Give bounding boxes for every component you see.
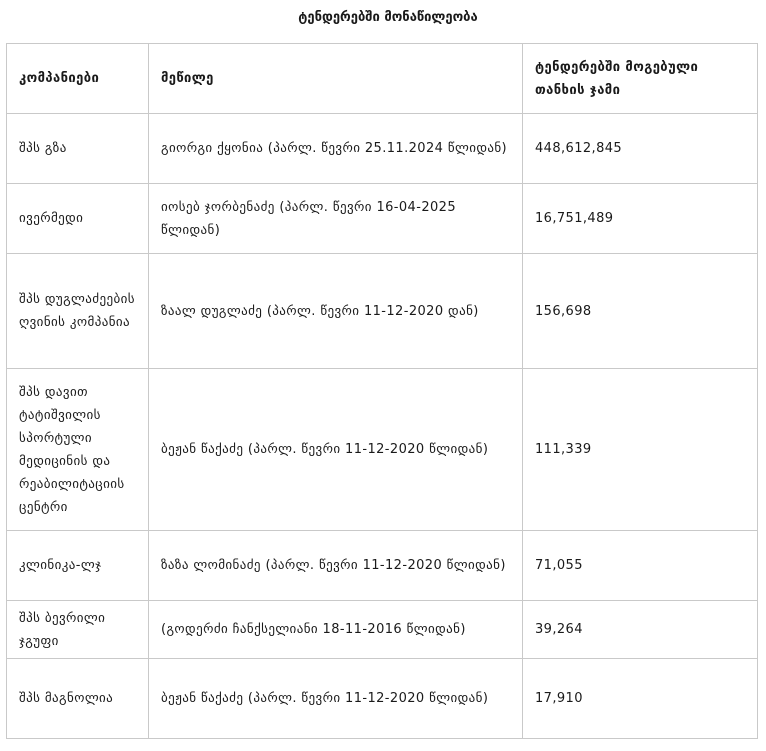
- tenders-table: [6, 43, 758, 739]
- company-cell: შპს დავით ტატიშვილის სპორტული მედიცინის და რეაბილიტაციის ცენტრი: [7, 369, 149, 531]
- table-row: [7, 659, 758, 739]
- table-row: [7, 601, 758, 659]
- company-cell: შპს გზა: [7, 114, 149, 184]
- company-cell: შპს ბევრილი ჯგუფი: [7, 601, 149, 659]
- table-row: [7, 531, 758, 601]
- amount-cell: 448,612,845: [523, 114, 758, 184]
- owner-cell: ბეჟან წაქაძე (პარლ. წევრი 11-12-2020 წლიდან): [149, 659, 523, 739]
- company-cell: ივერმედი: [7, 184, 149, 254]
- table-row: [7, 184, 758, 254]
- owner-cell: ზაალ დუგლაძე (პარლ. წევრი 11-12-2020 დან): [149, 254, 523, 369]
- owner-cell: ზაზა ლომინაძე (პარლ. წევრი 11-12-2020 წლიდან): [149, 531, 523, 601]
- header-tender-amount: ტენდერებში მოგებული თანხის ჯამი: [523, 44, 758, 114]
- amount-cell: 16,751,489: [523, 184, 758, 254]
- table-row: [7, 254, 758, 369]
- amount-cell: 71,055: [523, 531, 758, 601]
- table-caption: ტენდერებში მონაწილეობა: [298, 10, 478, 25]
- amount-cell: 156,698: [523, 254, 758, 369]
- company-cell: შპს მაგნოლია: [7, 659, 149, 739]
- header-companies: კომპანიები: [7, 44, 149, 114]
- company-cell: კლინიკა-ლჯ: [7, 531, 149, 601]
- table-row: [7, 369, 758, 531]
- table-row: [7, 114, 758, 184]
- header-owner: მეწილე: [149, 44, 523, 114]
- company-cell: შპს დუგლაძეების ღვინის კომპანია: [7, 254, 149, 369]
- amount-cell: 39,264: [523, 601, 758, 659]
- owner-cell: (გოდერძი ჩანქსელიანი 18-11-2016 წლიდან): [149, 601, 523, 659]
- header-row: [7, 44, 758, 114]
- owner-cell: იოსებ ჯორბენაძე (პარლ. წევრი 16-04-2025 წლიდან): [149, 184, 523, 254]
- amount-cell: 111,339: [523, 369, 758, 531]
- amount-cell: 17,910: [523, 659, 758, 739]
- owner-cell: ბეჟან წაქაძე (პარლ. წევრი 11-12-2020 წლიდან): [149, 369, 523, 531]
- owner-cell: გიორგი ქყონია (პარლ. წევრი 25.11.2024 წლიდან): [149, 114, 523, 184]
